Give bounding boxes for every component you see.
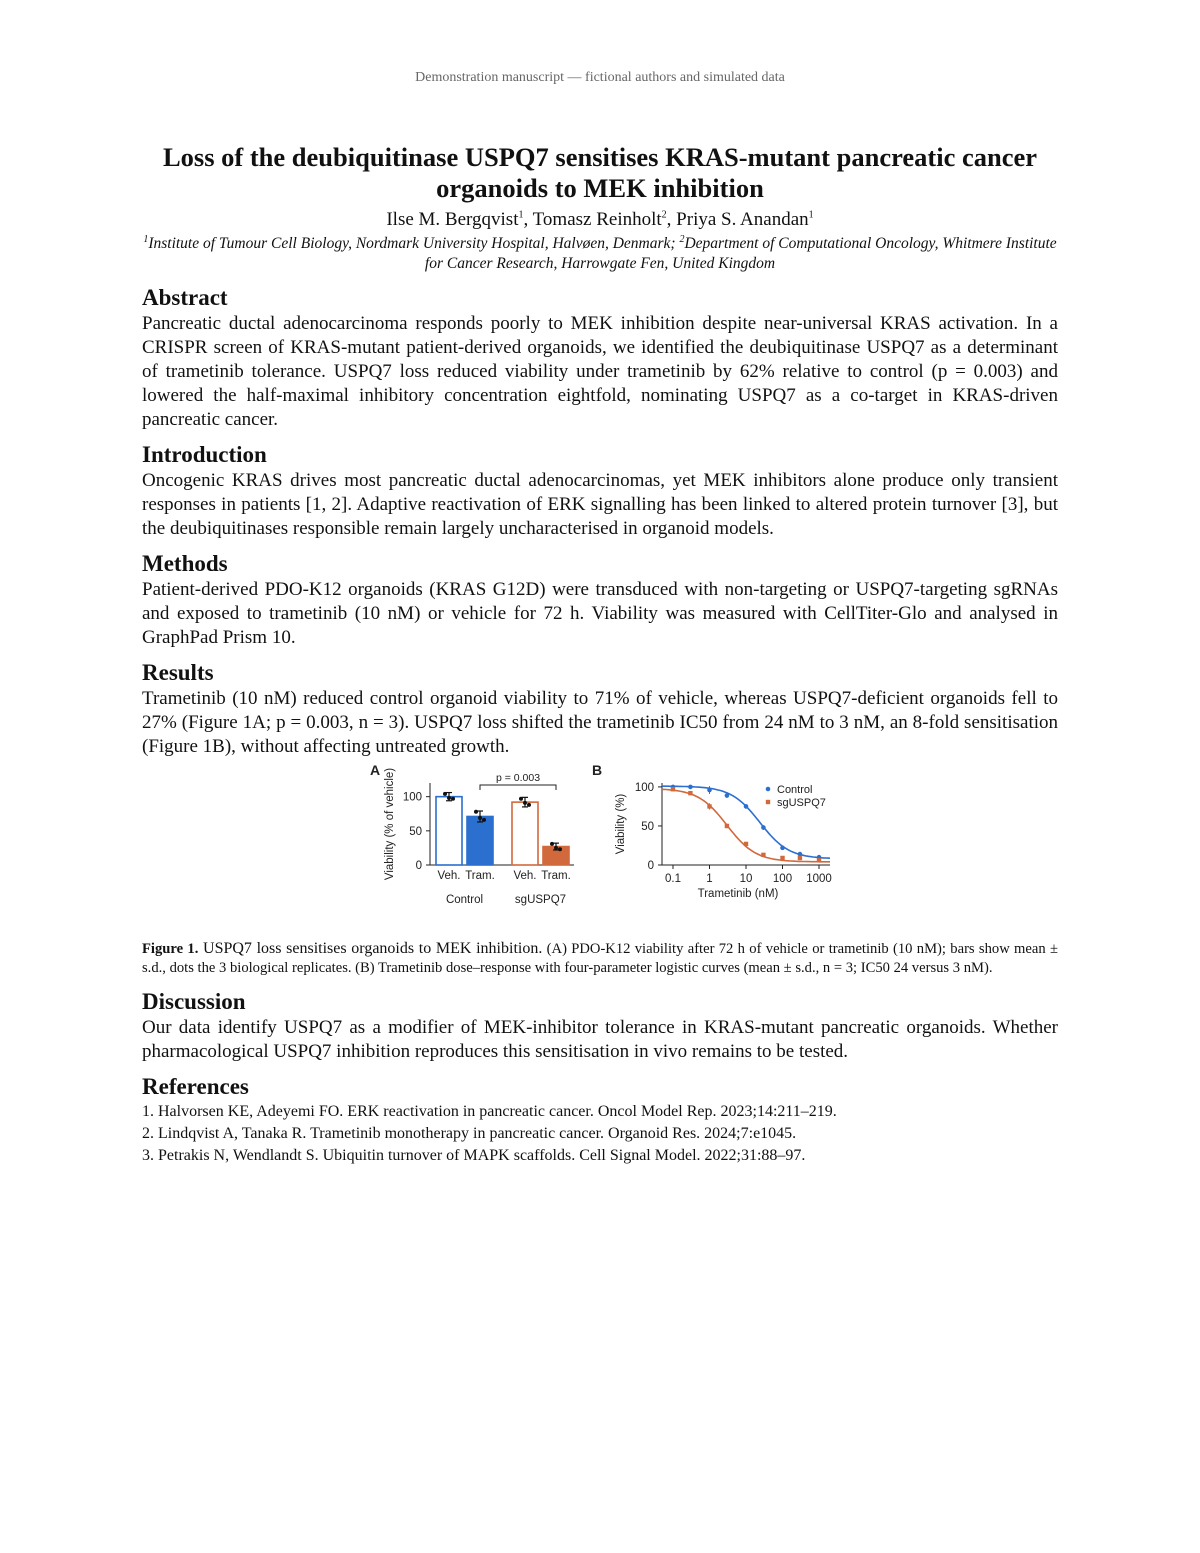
author-affiliation-mark: 2	[661, 209, 667, 221]
legend-marker	[766, 800, 770, 804]
replicate-dot	[550, 842, 554, 846]
data-point	[744, 804, 749, 809]
author-name: Tomasz Reinholt	[532, 209, 662, 230]
author-affiliation-mark: 1	[808, 209, 814, 221]
replicate-dot	[558, 847, 562, 851]
figure-caption-lead: USPQ7 loss sensitises organoids to MEK inhibition.	[198, 940, 543, 957]
legend-label: Control	[777, 784, 813, 796]
y-axis-label: Viability (%)	[615, 793, 627, 855]
affiliation-text: Institute of Tumour Cell Biology, Nordmark University Hospital, Halvøen, Denmark;	[148, 235, 676, 252]
data-point	[798, 852, 803, 857]
author-name: Ilse M. Bergqvist	[386, 209, 519, 230]
discussion-text: Our data identify USPQ7 as a modifier of MEK-inhibitor tolerance in KRAS-mutant pancreatic organoids. Whether pharmacological USPQ7 inhibition reproduces this sensitisation in vivo remains to be tested.	[142, 1017, 1058, 1062]
figure-caption-text: (A) PDO-K12 viability after 72 h of vehicle or trametinib (10 nM); bars show mean ± s.d., dots the 3 biological replicates. (B) Trametinib dose–response with four-parameter logistic curves (mean ± s.d., n = 3; IC50 24 versus 3 nM).	[142, 941, 1058, 976]
paper-body	[142, 142, 1058, 1167]
data-point	[761, 853, 765, 857]
data-point	[761, 825, 766, 830]
x-tick-label: Veh.	[513, 870, 537, 882]
results-section	[142, 659, 1058, 759]
results-heading: Results	[142, 660, 214, 685]
legend-marker	[766, 787, 771, 792]
data-point	[707, 788, 712, 793]
discussion-section	[142, 988, 1058, 1064]
data-point	[744, 842, 748, 846]
affiliation-text: Department of Computational Oncology, Whitmere Institute for Cancer Research, Harrowgate Fen, United Kingdom	[424, 235, 1057, 272]
significance-label: p = 0.003	[495, 772, 541, 784]
figure-caption	[142, 939, 1058, 978]
y-tick-label: 100	[634, 781, 654, 794]
methods-text: Patient-derived PDO-K12 organoids (KRAS G12D) were transduced with non-targeting or USPQ7-targeting sgRNAs and exposed to trametinib (10 nM) or vehicle for 72 h. Viability was measured with CellTiter-Glo and analysed in GraphPad Prism 10.	[142, 579, 1058, 648]
x-tick-label: 10	[739, 873, 753, 885]
reference-item: 3. Petrakis N, Wendlandt S. Ubiquitin turnover of MAPK scaffolds. Cell Signal Model. 2022;31:88–97.	[142, 1147, 806, 1164]
panel-label: A	[370, 763, 381, 778]
data-point	[780, 856, 784, 860]
data-point	[817, 858, 821, 862]
y-tick-label: 0	[647, 860, 654, 872]
affiliation-number: 2	[679, 233, 685, 245]
x-tick-label: Tram.	[541, 870, 571, 882]
legend-label: sgUSPQ7	[777, 797, 826, 809]
methods-heading: Methods	[142, 551, 228, 576]
reference-item: 2. Lindqvist A, Tanaka R. Trametinib monotherapy in pancreatic cancer. Organoid Res. 2024;7:e1045.	[142, 1125, 797, 1142]
significance-bracket	[480, 785, 556, 790]
abstract-section	[142, 284, 1058, 432]
data-point	[707, 804, 711, 808]
discussion-heading: Discussion	[142, 989, 246, 1014]
y-tick-label: 50	[641, 820, 654, 833]
data-point	[688, 785, 693, 790]
replicate-dot	[478, 816, 482, 820]
x-tick-label: Tram.	[465, 870, 495, 882]
replicate-dot	[519, 797, 523, 801]
x-tick-label: 1000	[806, 873, 832, 885]
abstract-heading: Abstract	[142, 285, 228, 310]
bar	[467, 816, 493, 865]
x-axis-label: Trametinib (nM)	[697, 888, 779, 900]
manuscript-banner: Demonstration manuscript — fictional authors and simulated data	[415, 70, 785, 85]
group-label: sgUSPQ7	[514, 894, 567, 906]
introduction-section	[142, 441, 1058, 541]
figure-1-charts	[142, 763, 1058, 933]
replicate-dot	[451, 797, 455, 801]
author-affiliation-mark: 1	[518, 209, 524, 221]
replicate-dot	[523, 801, 527, 805]
reference-list	[142, 1101, 1058, 1167]
x-tick-label: Veh.	[437, 870, 461, 882]
reference-item: 1. Halvorsen KE, Adeyemi FO. ERK reactivation in pancreatic cancer. Oncol Model Rep. 2023;14:211–219.	[142, 1103, 837, 1120]
y-tick-label: 50	[409, 825, 422, 838]
panel-label: B	[592, 763, 603, 778]
data-point	[725, 824, 729, 828]
y-tick-label: 100	[402, 791, 422, 804]
replicate-dot	[554, 846, 558, 850]
figure-1	[142, 763, 1058, 933]
x-tick-label: 0.1	[664, 873, 681, 885]
author-name: Priya S. Anandan	[676, 209, 809, 230]
replicate-dot	[447, 796, 451, 800]
references-heading: References	[142, 1074, 249, 1099]
figure-caption-label: Figure 1.	[142, 941, 199, 957]
replicate-dot	[474, 810, 478, 814]
methods-section	[142, 550, 1058, 650]
bar	[436, 797, 462, 865]
data-point	[780, 846, 785, 851]
replicate-dot	[443, 792, 447, 796]
references-section	[142, 1073, 1058, 1167]
data-point	[798, 856, 802, 860]
data-point	[671, 787, 675, 791]
affiliation-number: 1	[143, 233, 149, 245]
data-point	[688, 791, 692, 795]
x-tick-label: 100	[772, 873, 793, 885]
paper-title: Loss of the deubiquitinase USPQ7 sensitises KRAS-mutant pancreatic cancer organoids to MEK inhibition	[162, 142, 1038, 203]
y-tick-label: 0	[415, 860, 422, 872]
bar	[512, 802, 538, 865]
data-point	[725, 793, 730, 798]
group-label: Control	[445, 894, 484, 906]
x-tick-label: 1	[706, 873, 713, 885]
author-list: Ilse M. Bergqvist$^1$, Tomasz Reinholt$^2$, Priya S. Anandan$^1$	[386, 209, 814, 230]
abstract-text: Pancreatic ductal adenocarcinoma responds poorly to MEK inhibition despite near-universal KRAS activation. In a CRISPR screen of KRAS-mutant patient-derived organoids, we identified the deubiquitinase USPQ7 as a determinant of trametinib tolerance. USPQ7 loss reduced viability under trametinib by 62% relative to control (p = 0.003) and lowered the half-maximal inhibitory concentration eightfold, nominating USPQ7 as a co-target in KRAS-driven pancreatic cancer.	[142, 313, 1058, 430]
replicate-dot	[482, 818, 486, 822]
results-text: Trametinib (10 nM) reduced control organoid viability to 71% of vehicle, whereas USPQ7-deficient organoids fell to 27% (Figure 1A; p = 0.003, n = 3). USPQ7 loss shifted the trametinib IC50 from 24 nM to 3 nM, an 8-fold sensitisation (Figure 1B), without affecting untreated growth.	[142, 688, 1058, 757]
y-axis-label: Viability (% of vehicle)	[384, 767, 396, 881]
introduction-text: Oncogenic KRAS drives most pancreatic ductal adenocarcinomas, yet MEK inhibitors alone produce only transient responses in patients [1, 2]. Adaptive reactivation of ERK signalling has been linked to altered protein turnover [3], but the deubiquitinases responsible remain largely uncharacterised in organoid models.	[142, 470, 1058, 539]
affiliations	[142, 234, 1058, 274]
replicate-dot	[527, 803, 531, 807]
introduction-heading: Introduction	[142, 442, 267, 467]
